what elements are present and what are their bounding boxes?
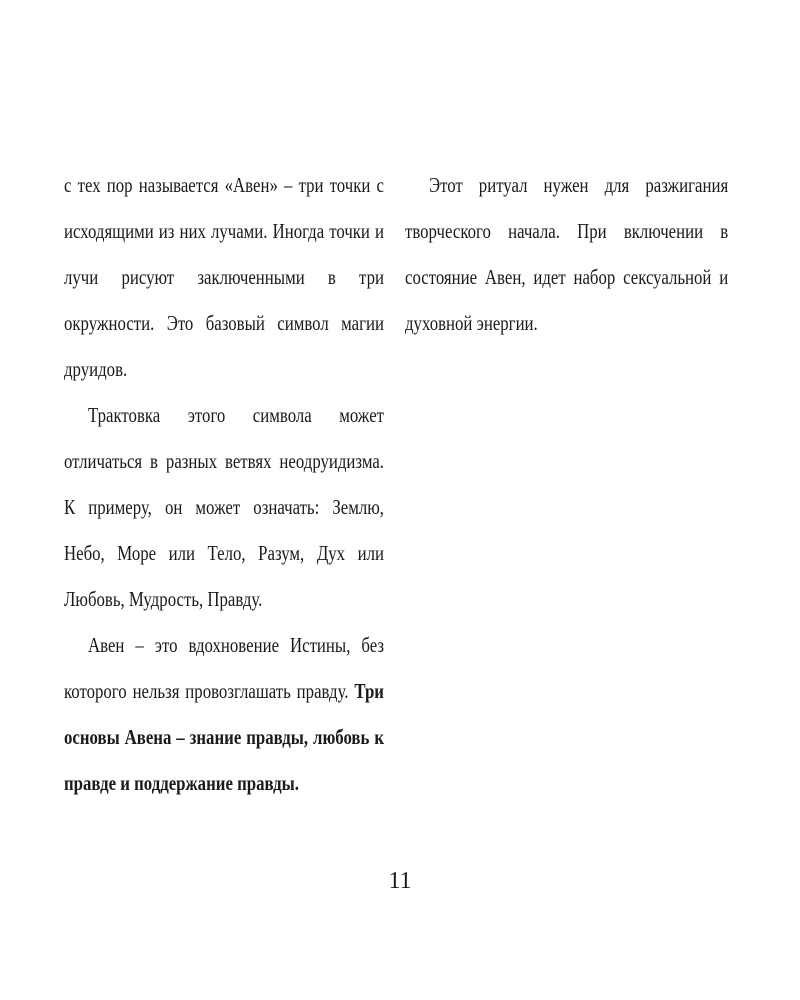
paragraph-ritual-purpose: Этот ритуал нужен для разжигания творческого начала. При включении в состояние Авен, идет набор сексуальной и духовной энергии. — [405, 173, 729, 335]
paragraph-aven-three-foundations: Три основы Авена – знание правды, любовь к правде и поддержание правды. — [64, 679, 384, 795]
right-column — [405, 162, 728, 346]
paragraph-aven-inspiration — [64, 622, 384, 806]
paragraph-symbol-interpretation: Трактовка этого символа может отличаться в разных ветвях неодруидизма. К примеру, он может означать: Землю, Небо, Море или Тело, Разум, Дух или Любовь, Мудрость, Правду. — [64, 403, 384, 611]
paragraph-aven-inspiration-text: Авен – это вдохновение Истины, без которого нельзя провозглашать правду. — [64, 633, 384, 703]
left-column — [64, 162, 384, 806]
paragraph-aven-symbol: с тех пор называется «Авен» – три точки с исходящими из них лучами. Иногда точки и лучи рисуют заключенными в три окружности. Это базовый символ магии друидов. — [64, 173, 384, 381]
page-number: 11 — [388, 868, 412, 894]
